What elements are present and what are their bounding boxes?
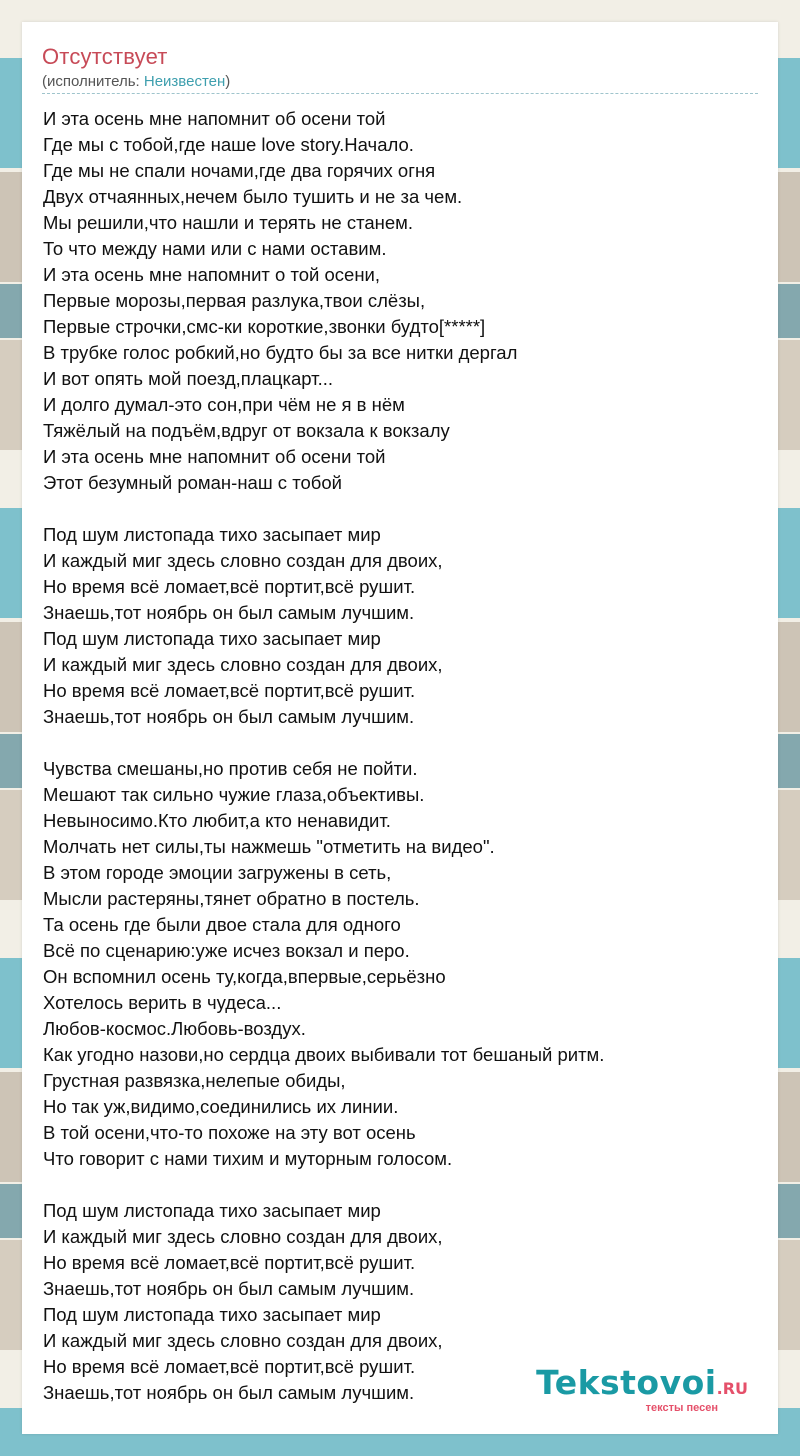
performer-line [42,73,230,90]
song-title: Отсутствует [42,44,168,69]
title-divider [42,93,758,94]
lyric-blank-line [43,1172,763,1198]
lyric-line: И каждый миг здесь словно создан для двоих, [43,1330,443,1351]
lyric-line: Как угодно назови,но сердца двоих выбивали тот бешаный ритм. [43,1044,605,1065]
lyric-line: Знаешь,тот ноябрь он был самым лучшим. [43,1382,415,1403]
lyrics-text [43,106,763,1406]
lyric-line: И каждый миг здесь словно создан для двоих, [43,550,443,571]
lyrics-card [22,22,778,1434]
lyric-line: И вот опять мой поезд,плацкарт... [43,368,334,389]
lyric-line: Но время всё ломает,всё портит,всё рушит. [43,576,416,597]
lyric-line: Всё по сценарию:уже исчез вокзал и перо. [43,940,410,961]
lyric-line: Тяжёлый на подъём,вдруг от вокзала к вокзалу [43,420,450,441]
lyric-line: Первые морозы,первая разлука,твои слёзы, [43,290,426,311]
lyric-line: Невыносимо.Кто любит,а кто ненавидит. [43,810,391,831]
lyric-line: То что между нами или с нами оставим. [43,238,387,259]
lyric-blank-line [43,730,763,756]
lyric-line: Первые строчки,смс-ки короткие,звонки будто[*****] [43,316,486,337]
lyric-line: Хотелось верить в чудеса... [43,992,282,1013]
lyric-line: Он вспомнил осень ту,когда,впервые,серьёзно [43,966,446,987]
lyric-line: И эта осень мне напомнит об осени той [43,446,386,467]
lyric-line: И эта осень мне напомнит о той осени, [43,264,381,285]
lyric-line: Но так уж,видимо,соединились их линии. [43,1096,399,1117]
lyric-line: Мысли растеряны,тянет обратно в постель. [43,888,420,909]
lyric-line: Та осень где были двое стала для одного [43,914,401,935]
lyric-line: Но время всё ломает,всё портит,всё рушит. [43,680,416,701]
lyric-blank-line [43,496,763,522]
lyric-line: Чувства смешаны,но против себя не пойти. [43,758,418,779]
lyric-line: И каждый миг здесь словно создан для двоих, [43,654,443,675]
lyric-line: Двух отчаянных,нечем было тушить и не за чем. [43,186,463,207]
lyric-line: Мешают так сильно чужие глаза,объективы. [43,784,425,805]
lyric-line: Под шум листопада тихо засыпает мир [43,1200,381,1221]
lyric-line: В трубке голос робкий,но будто бы за все нитки дергал [43,342,518,363]
lyric-line: И каждый миг здесь словно создан для двоих, [43,1226,443,1247]
performer-prefix: (исполнитель: [42,73,144,90]
lyric-line: Где мы с тобой,где наше love story.Начало. [43,134,414,155]
performer-suffix: ) [225,73,231,90]
lyric-line: В этом городе эмоции загружены в сеть, [43,862,392,883]
lyric-line: В той осени,что-то похоже на эту вот осень [43,1122,416,1143]
logo-wordmark [536,1363,748,1406]
lyric-line: Но время всё ломает,всё портит,всё рушит. [43,1356,416,1377]
lyric-line: Но время всё ломает,всё портит,всё рушит. [43,1252,416,1273]
logo-tld: .RU [716,1379,748,1398]
lyric-line: И долго думал-это сон,при чём не я в нём [43,394,405,415]
lyric-line: Знаешь,тот ноябрь он был самым лучшим. [43,1278,415,1299]
lyric-line: Под шум листопада тихо засыпает мир [43,1304,381,1325]
performer-link[interactable]: Неизвестен [143,73,226,90]
lyric-line: Знаешь,тот ноябрь он был самым лучшим. [43,706,415,727]
lyric-line: Этот безумный роман-наш с тобой [43,472,342,493]
logo-name: Tekstovoi [536,1363,717,1402]
lyric-line: Грустная развязка,нелепые обиды, [43,1070,346,1091]
lyric-line: Мы решили,что нашли и терять не станем. [43,212,414,233]
lyric-line: Молчать нет силы,ты нажмешь "отметить на видео". [43,836,495,857]
site-logo[interactable] [536,1363,748,1414]
lyric-line: Любов-космос.Любовь-воздух. [43,1018,306,1039]
lyric-line: Знаешь,тот ноябрь он был самым лучшим. [43,602,415,623]
lyric-line: Что говорит с нами тихим и муторным голосом. [43,1148,453,1169]
lyric-line: Под шум листопада тихо засыпает мир [43,628,381,649]
logo-tagline: тексты песен [645,1402,718,1414]
lyric-line: Под шум листопада тихо засыпает мир [43,524,381,545]
lyric-line: И эта осень мне напомнит об осени той [43,108,386,129]
lyric-line: Где мы не спали ночами,где два горячих огня [43,160,436,181]
